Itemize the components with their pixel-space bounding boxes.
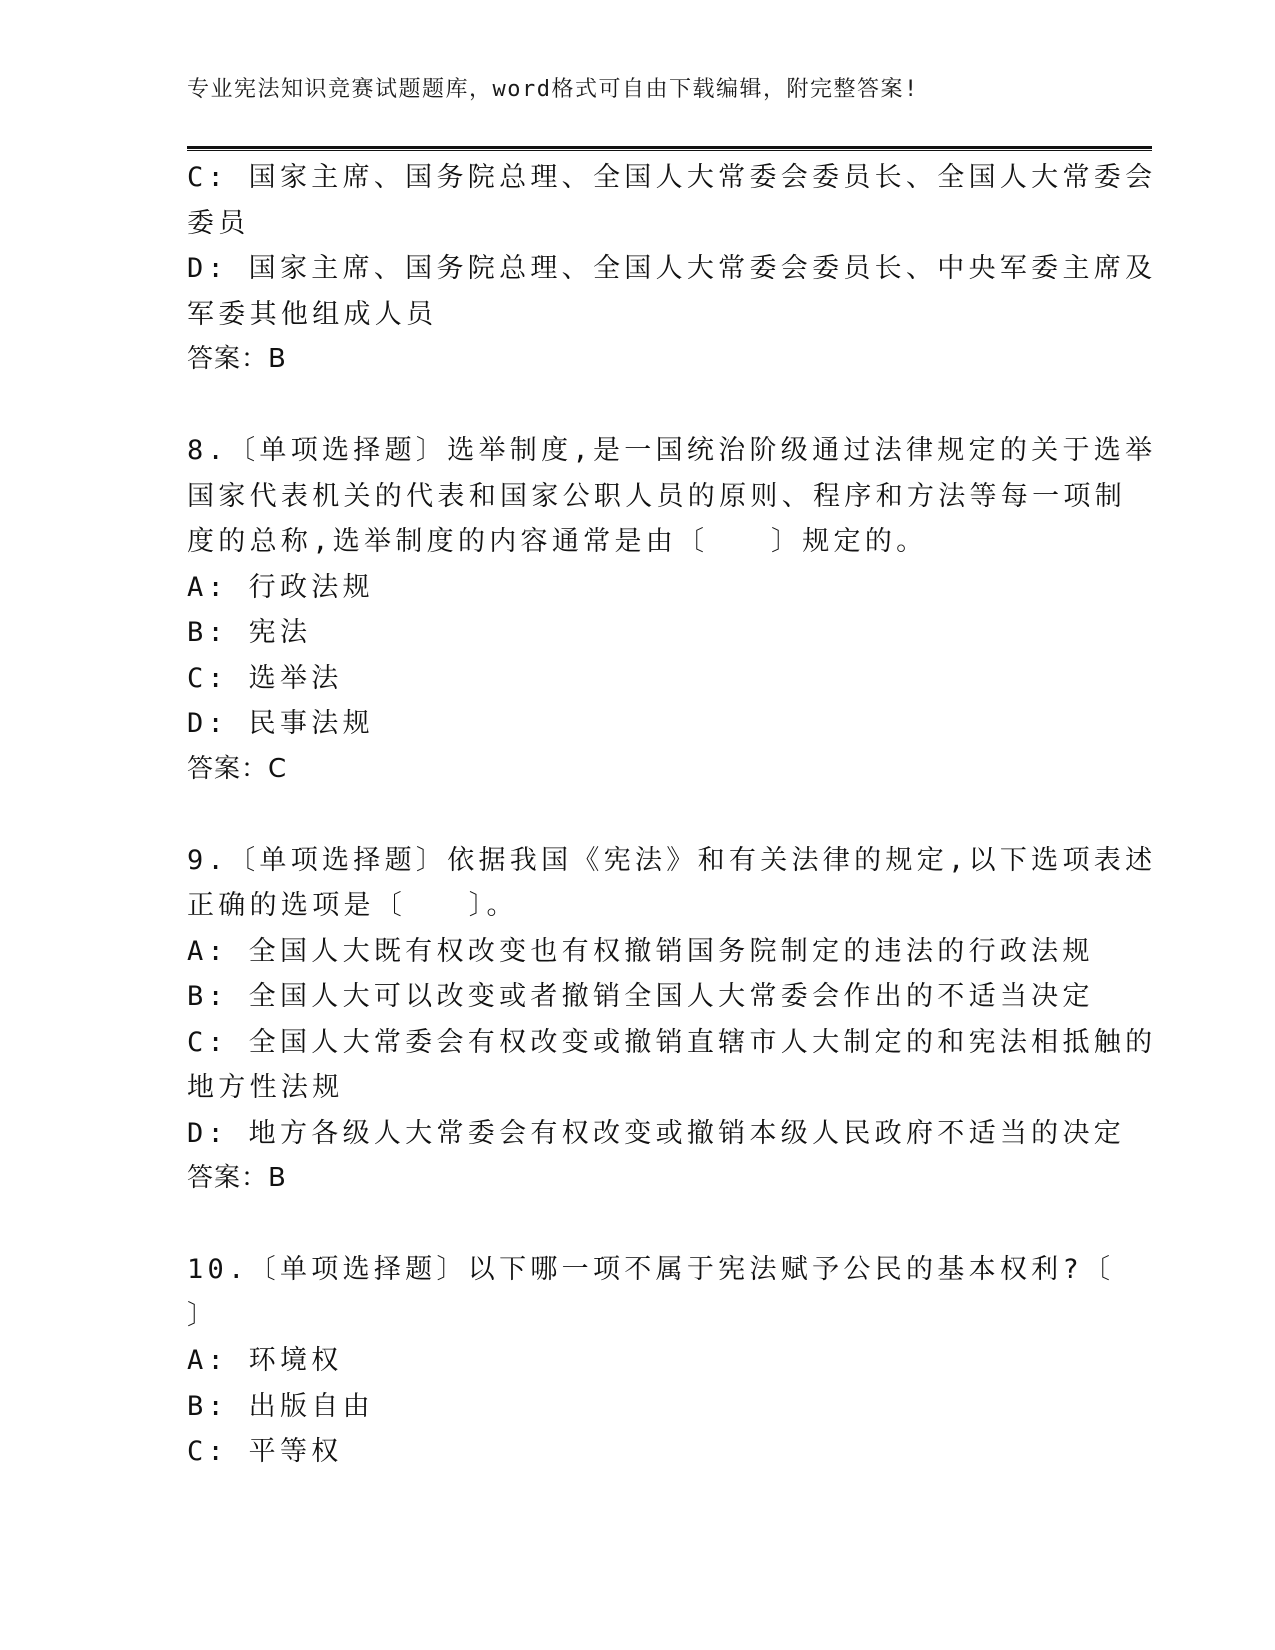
q7-option-c-line1: C: 国家主席、国务院总理、全国人大常委会委员长、全国人大常委会 bbox=[187, 162, 1157, 193]
q7-option-d-line2: 军委其他组成人员 bbox=[187, 298, 438, 330]
spacer bbox=[187, 1202, 1087, 1248]
q8-stem-line3: 度的总称,选举制度的内容通常是由〔 〕规定的。 bbox=[187, 526, 928, 557]
q9-option-b: B: 全国人大可以改变或者撤销全国人大常委会作出的不适当决定 bbox=[187, 981, 1094, 1012]
q9-option-c-line2: 地方性法规 bbox=[187, 1072, 344, 1103]
q7-answer: 答案：B bbox=[187, 344, 287, 374]
spacer bbox=[187, 383, 1087, 429]
q9-answer: 答案：B bbox=[187, 1163, 287, 1193]
question-8 bbox=[187, 428, 1157, 792]
q9-option-c-line1: C: 全国人大常委会有权改变或撤销直辖市人大制定的和宪法相抵触的 bbox=[187, 1026, 1157, 1058]
header-divider bbox=[187, 146, 1152, 151]
q7-option-c-line2: 委员 bbox=[187, 207, 250, 239]
q8-answer: 答案：C bbox=[187, 753, 288, 784]
question-content bbox=[187, 155, 1157, 1475]
q10-option-b: B: 出版自由 bbox=[187, 1390, 374, 1422]
q8-option-d: D: 民事法规 bbox=[187, 708, 374, 739]
q10-stem-line1: 10.〔单项选择题〕以下哪一项不属于宪法赋予公民的基本权利?〔 bbox=[187, 1254, 1115, 1285]
question-10 bbox=[187, 1247, 1115, 1475]
q9-option-a: A: 全国人大既有权改变也有权撤销国务院制定的违法的行政法规 bbox=[187, 935, 1094, 967]
q9-stem-line2: 正确的选项是〔 〕。 bbox=[187, 890, 518, 921]
question-7-tail bbox=[187, 155, 1157, 383]
question-9 bbox=[187, 838, 1157, 1202]
spacer bbox=[187, 792, 1087, 838]
q10-option-c: C: 平等权 bbox=[187, 1436, 343, 1467]
q10-option-a: A: 环境权 bbox=[187, 1345, 343, 1376]
q8-option-c: C: 选举法 bbox=[187, 662, 343, 694]
q9-option-d: D: 地方各级人大常委会有权改变或撤销本级人民政府不适当的决定 bbox=[187, 1117, 1126, 1149]
q9-stem-line1: 9.〔单项选择题〕依据我国《宪法》和有关法律的规定,以下选项表述 bbox=[187, 844, 1157, 876]
q10-stem-line2: 〕 bbox=[187, 1299, 219, 1331]
q8-option-b: B: 宪法 bbox=[187, 617, 312, 648]
q8-option-a: A: 行政法规 bbox=[187, 571, 374, 603]
q8-stem-line1: 8.〔单项选择题〕选举制度,是一国统治阶级通过法律规定的关于选举 bbox=[187, 435, 1157, 466]
page-header-text: 专业宪法知识竞赛试题题库，word格式可自由下载编辑，附完整答案! bbox=[187, 77, 919, 102]
q7-option-d-line1: D: 国家主席、国务院总理、全国人大常委会委员长、中央军委主席及 bbox=[187, 253, 1157, 284]
q8-stem-line2: 国家代表机关的代表和国家公职人员的原则、程序和方法等每一项制 bbox=[187, 480, 1126, 512]
